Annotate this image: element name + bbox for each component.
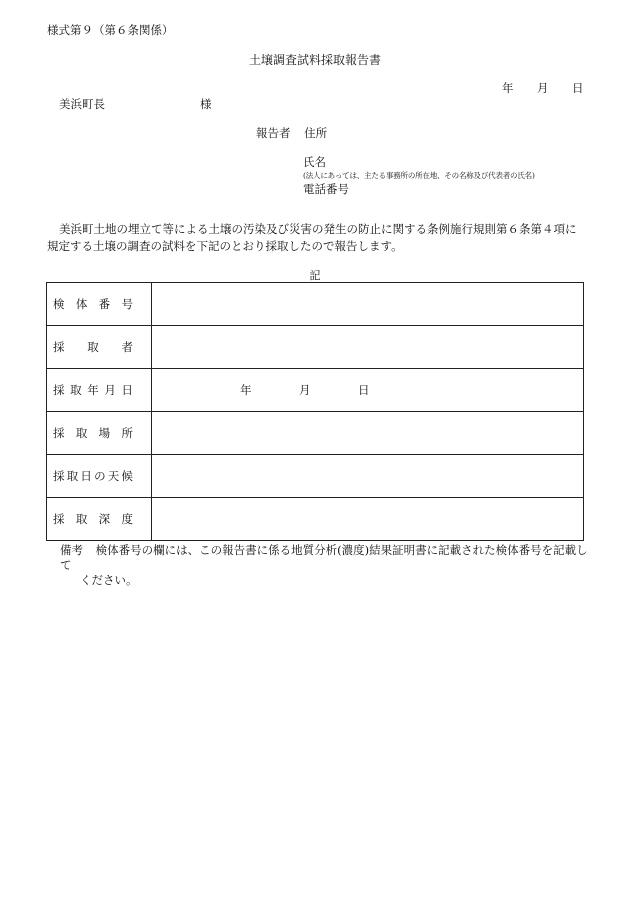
remarks: [60, 543, 590, 588]
label-char: 取: [75, 426, 88, 440]
label-char: 所: [121, 426, 133, 440]
label-char: 月: [104, 383, 116, 397]
document-title: 土壌調査試料採取報告書: [248, 53, 381, 67]
label-char: 日: [121, 383, 133, 397]
label-char: 検: [53, 297, 65, 311]
row-label-text: [53, 425, 133, 441]
row-value-field[interactable]: [152, 326, 584, 369]
label-char: 番: [98, 297, 111, 311]
label-char: 度: [121, 512, 133, 526]
reporter-phone-label: 電話番号: [303, 182, 349, 196]
row-label-text: [53, 511, 133, 527]
record-table: [46, 282, 584, 541]
date-month-label: 月: [537, 81, 549, 95]
row-value-field[interactable]: [152, 369, 584, 412]
label-char: 取: [87, 340, 99, 354]
date-year-label: 年: [502, 81, 514, 95]
row-value-field[interactable]: [152, 283, 584, 326]
row-value-field[interactable]: [152, 498, 584, 541]
row-label-text: [53, 382, 133, 398]
label-char: 取: [75, 512, 88, 526]
reporter-name-label: 氏名: [303, 155, 326, 169]
label-char: 号: [121, 297, 133, 311]
sample-date-month-label: 月: [299, 383, 311, 397]
remarks-text: 検体番号の欄には、この報告書に係る地質分析(濃度)結果証明書に記載された検体番号を記載して: [60, 543, 588, 572]
label-char: 年: [87, 383, 99, 397]
table-row: [47, 283, 584, 326]
row-label: [47, 412, 152, 455]
row-label-text: [53, 296, 133, 312]
reporter-address-label: 住所: [304, 126, 328, 140]
addressee-honorific: 様: [200, 97, 212, 111]
row-label: [47, 326, 152, 369]
table-row: [47, 412, 584, 455]
body-text: 美浜町土地の埋立て等による土壌の汚染及び災害の発生の防止に関する条例施行規則第６条第４項に規定する土壌の調査の試料を下記のとおり採取したので報告します。: [47, 222, 577, 253]
reporter-label: 報告者: [256, 126, 291, 140]
label-char: 採: [53, 383, 65, 397]
table-row: [47, 369, 584, 412]
table-row: [47, 498, 584, 541]
reporter-block: [256, 125, 327, 141]
row-value-field[interactable]: [152, 455, 584, 498]
date-day-label: 日: [572, 81, 584, 95]
sample-date-day-label: 日: [358, 383, 370, 397]
label-char: 場: [98, 426, 111, 440]
table-row: [47, 326, 584, 369]
ki-heading: 記: [309, 269, 321, 282]
sample-date-year-label: 年: [240, 383, 252, 397]
label-char: 日: [80, 469, 92, 483]
label-char: 取: [66, 469, 79, 483]
label-char: 深: [98, 512, 111, 526]
label-char: 採: [53, 469, 65, 483]
row-label: [47, 369, 152, 412]
remarks-text-continued: ください。: [80, 573, 138, 587]
label-char: 採: [53, 512, 65, 526]
label-char: 採: [53, 426, 65, 440]
label-char: 天: [107, 469, 120, 483]
label-char: 候: [121, 469, 133, 483]
row-label: [47, 283, 152, 326]
label-char: の: [94, 469, 106, 483]
table-row: [47, 455, 584, 498]
row-label: [47, 455, 152, 498]
reporter-name-note: (法人にあっては、主たる事務所の所在地、その名称及び代表者の氏名): [303, 171, 535, 180]
addressee: [59, 96, 212, 112]
row-label: [47, 498, 152, 541]
remarks-head: 備考: [60, 543, 83, 557]
row-label-text: [53, 468, 133, 484]
label-char: 体: [75, 297, 88, 311]
row-value-field[interactable]: [152, 412, 584, 455]
form-number: 様式第９（第６条関係）: [47, 23, 174, 37]
row-label-text: [53, 339, 133, 355]
label-char: 採: [53, 340, 65, 354]
label-char: 者: [121, 340, 133, 354]
label-char: 取: [70, 383, 82, 397]
addressee-name: 美浜町長: [59, 97, 105, 111]
